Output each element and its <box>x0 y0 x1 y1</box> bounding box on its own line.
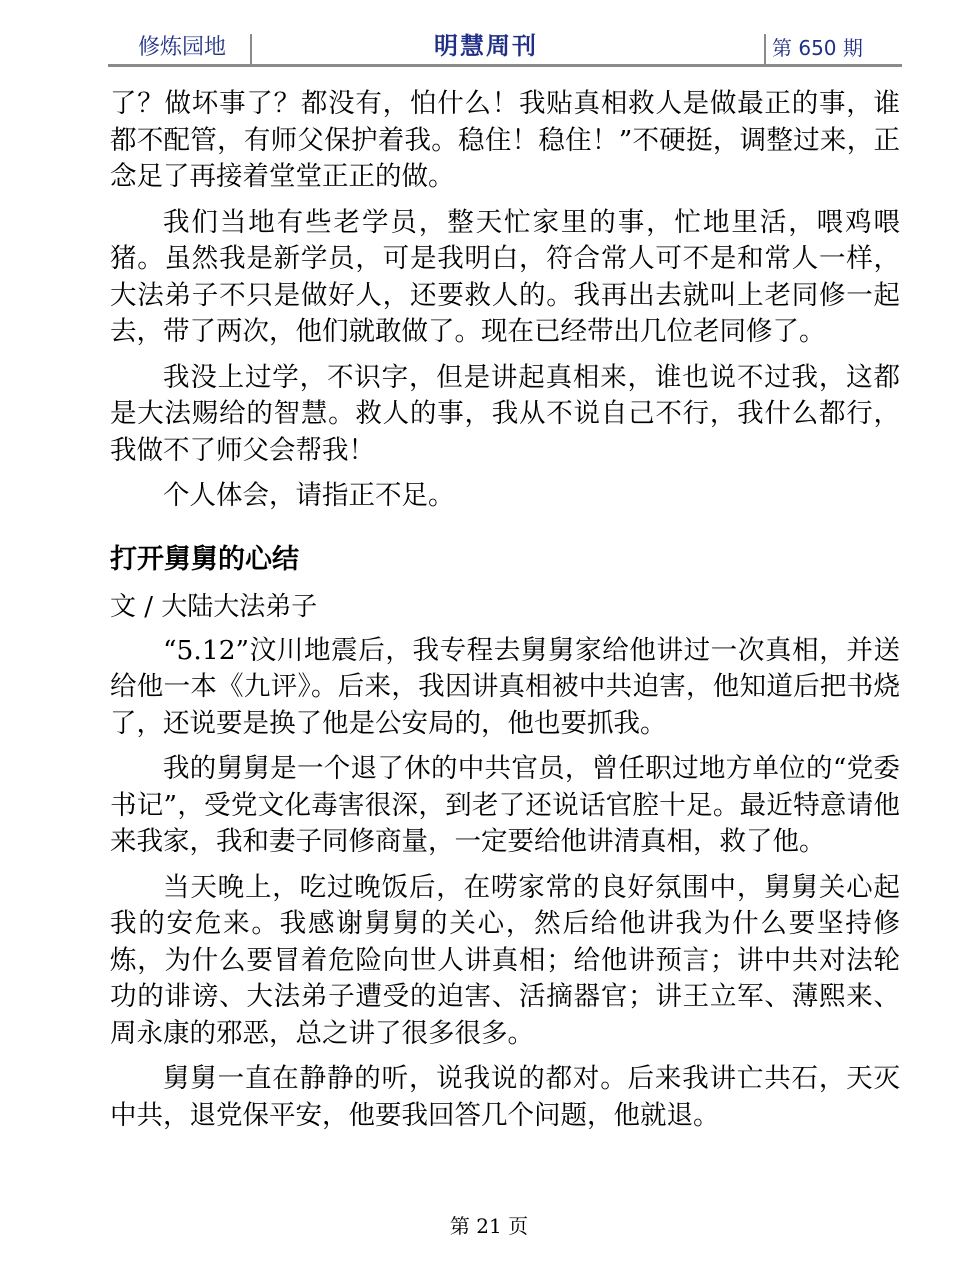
header-rule <box>108 64 902 67</box>
header-separator <box>250 34 252 64</box>
issue-number: 第 650 期 <box>772 36 863 60</box>
paragraph: 了？做坏事了？都没有，怕什么！我贴真相救人是做最正的事，谁都不配管，有师父保护着我。稳住！稳住！”不硬挺，调整过来，正念足了再接着堂堂正正的做。 <box>110 88 900 192</box>
paragraph: 个人体会，请指正不足。 <box>163 480 455 511</box>
paragraph: 舅舅一直在静静的听，说我说的都对。后来我讲亡共石，天灭中共，退党保平安，他要我回答几个问题，他就退。 <box>110 1063 900 1131</box>
paragraph: 我没上过学，不识字，但是讲起真相来，谁也说不过我，这都是大法赐给的智慧。救人的事，我从不说自己不行，我什么都行，我做不了师父会帮我！ <box>110 361 900 466</box>
page-content <box>110 86 900 1143</box>
page-header <box>108 24 902 70</box>
header-separator <box>764 34 766 64</box>
paragraph: 我们当地有些老学员，整天忙家里的事，忙地里活，喂鸡喂猪。虽然我是新学员，可是我明白，符合常人可不是和常人一样，大法弟子不只是做好人，还要救人的。我再出去就叫上老同修一起去，带了两次，他们就敢做了。现在已经带出几位老同修了。 <box>110 206 900 347</box>
article-title: 打开舅舅的心结 <box>110 543 299 575</box>
paragraph: 我的舅舅是一个退了休的中共官员，曾任职过地方单位的“党委书记”，受党文化毒害很深，到老了还说话官腔十足。最近特意请他来我家，我和妻子同修商量，一定要给他讲清真相，救了他。 <box>110 753 900 857</box>
article-byline: 文 / 大陆大法弟子 <box>110 591 318 622</box>
paragraph: 当天晚上，吃过晚饭后，在唠家常的良好氛围中，舅舅关心起我的安危来。我感谢舅舅的关心，然后给他讲我为什么要坚持修炼，为什么要冒着危险向世人讲真相；给他讲预言；讲中共对法轮功的诽谤、大法弟子遭受的迫害、活摘器官；讲王立军、薄熙来、周永康的邪恶，总之讲了很多很多。 <box>110 871 900 1049</box>
section-name: 修炼园地 <box>138 35 227 60</box>
paragraph: “5.12”汶川地震后，我专程去舅舅家给他讲过一次真相，并送给他一本《九评》。后来，我因讲真相被中共迫害，他知道后把书烧了，还说要是换了他是公安局的，他也要抓我。 <box>110 634 900 739</box>
publication-title: 明慧周刊 <box>434 32 538 60</box>
page-number: 第 21 页 <box>449 1214 529 1238</box>
